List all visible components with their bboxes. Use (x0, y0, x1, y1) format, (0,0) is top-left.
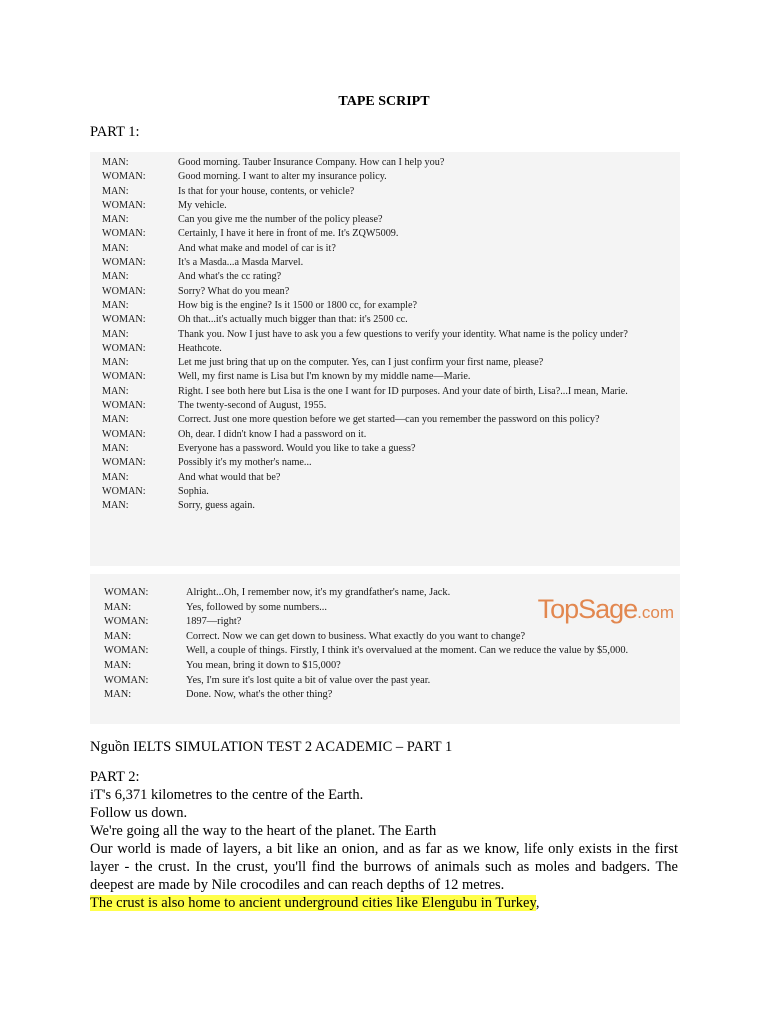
dialogue-row (104, 688, 640, 703)
dialogue-text: Well, my first name is Lisa but I'm known by my middle name—Marie. (178, 371, 471, 383)
dialogue-row (102, 385, 640, 399)
dialogue-text: Can you give me the number of the policy please? (178, 214, 383, 226)
dialogue-text: Correct. Just one more question before we get started—can you remember the password on this policy? (178, 414, 600, 426)
dialogue-row (104, 615, 640, 630)
speaker-label: WOMAN: (102, 199, 146, 211)
dialogue-text: How big is the engine? Is it 1500 or 1800 cc, for example? (178, 299, 418, 311)
speaker-label: WOMAN: (104, 587, 149, 598)
dialogue-text: Let me just bring that up on the computer. Yes, can I just confirm your first name, please? (178, 357, 544, 369)
highlighted-line (90, 894, 678, 912)
dialogue-text: And what make and model of car is it? (178, 242, 336, 254)
speaker-label: MAN: (104, 601, 132, 613)
speaker-label: MAN: (102, 357, 129, 369)
speaker-label: WOMAN: (102, 485, 146, 497)
dialogue-text: Thank you. Now I just have to ask you a few questions to verify your identity. What name is the policy under? (178, 328, 628, 340)
dialogue-text: Right. I see both here but Lisa is the one I want for ID purposes. And your date of birth, Lisa?...I mean, Marie. (178, 385, 628, 397)
dialogue-text: My vehicle. (178, 199, 227, 211)
dialogue-row (102, 256, 640, 270)
speaker-label: MAN: (102, 242, 129, 254)
speaker-label: WOMAN: (102, 400, 146, 412)
speaker-label: MAN: (102, 385, 129, 397)
dialogue-row (104, 630, 640, 645)
dialogue-text: Correct. Now we can get down to business. What exactly do you want to change? (186, 630, 526, 642)
speaker-label: WOMAN: (104, 616, 149, 628)
dialogue-row (102, 499, 640, 513)
speaker-label: MAN: (104, 630, 132, 642)
highlighted-text: The crust is also home to ancient underground cities like Elengubu in Turkey (90, 895, 536, 911)
dialogue-text: You mean, bring it down to $15,000? (186, 659, 341, 671)
part2-line: iT's 6,371 kilometres to the centre of the Earth. (90, 787, 364, 803)
speaker-label: WOMAN: (102, 371, 146, 383)
dialogue-row (102, 442, 640, 456)
dialogue-row (102, 242, 640, 256)
speaker-label: MAN: (102, 185, 129, 197)
part2-section (90, 768, 678, 912)
speaker-label: WOMAN: (102, 457, 146, 469)
dialogue-block-2 (104, 586, 640, 703)
dialogue-text: Yes, I'm sure it's lost quite a bit of value over the past year. (186, 674, 431, 686)
speaker-label: MAN: (102, 214, 129, 226)
dialogue-text: Is that for your house, contents, or vehicle? (178, 185, 355, 197)
dialogue-text: Sophia. (178, 485, 209, 497)
dialogue-row (102, 399, 640, 413)
speaker-label: MAN: (104, 659, 132, 671)
speaker-label: WOMAN: (104, 645, 149, 657)
part2-line: Follow us down. (90, 805, 188, 821)
dialogue-row (104, 674, 640, 689)
dialogue-block-1 (102, 156, 640, 513)
dialogue-text: 1897—right? (186, 616, 242, 628)
part2-paragraph: Our world is made of layers, a bit like an onion, and as far as we know, life only exists in the first layer - the crust. In the crust, you'll find the burrows of animals such as moles and badgers. The deepest are made by Nile crocodiles and can reach depths of 12 metres. (90, 841, 678, 893)
watermark-main: TopSage (537, 594, 638, 624)
speaker-label: WOMAN: (102, 342, 146, 354)
dialogue-row (102, 413, 640, 427)
speaker-label: WOMAN: (104, 674, 149, 686)
dialogue-row (102, 199, 640, 213)
speaker-label: WOMAN: (102, 171, 146, 183)
dialogue-text: Everyone has a password. Would you like to take a guess? (178, 442, 416, 454)
dialogue-text: Well, a couple of things. Firstly, I think it's overvalued at the moment. Can we reduce the value by $5,000. (186, 645, 629, 657)
speaker-label: MAN: (102, 414, 129, 426)
dialogue-text: Good morning. Tauber Insurance Company. How can I help you? (178, 157, 445, 168)
speaker-label: WOMAN: (102, 257, 146, 269)
dialogue-text: Yes, followed by some numbers... (186, 601, 327, 613)
dialogue-row (102, 156, 640, 170)
speaker-label: MAN: (102, 271, 129, 283)
dialogue-text: And what's the cc rating? (178, 271, 282, 283)
dialogue-row (102, 342, 640, 356)
dialogue-row (102, 328, 640, 342)
dialogue-row (102, 471, 640, 485)
part2-line: We're going all the way to the heart of the planet. The Earth (90, 823, 437, 839)
speaker-label: MAN: (102, 299, 129, 311)
dialogue-scan-2 (90, 574, 680, 724)
dialogue-row (104, 644, 640, 659)
dialogue-text: The twenty-second of August, 1955. (178, 400, 327, 412)
dialogue-row (102, 299, 640, 313)
speaker-label: WOMAN: (102, 428, 146, 440)
dialogue-row (102, 456, 640, 470)
dialogue-text: Alright...Oh, I remember now, it's my grandfather's name, Jack. (186, 587, 451, 598)
dialogue-text: Certainly, I have it here in front of me. It's ZQW5009. (178, 228, 399, 240)
dialogue-row (102, 213, 640, 227)
speaker-label: MAN: (102, 157, 129, 168)
dialogue-scan-1 (90, 152, 680, 566)
dialogue-text: Good morning. I want to alter my insurance policy. (178, 171, 387, 183)
dialogue-row (104, 659, 640, 674)
speaker-label: WOMAN: (102, 285, 146, 297)
dialogue-row (102, 356, 640, 370)
dialogue-row (104, 601, 640, 616)
dialogue-row (102, 313, 640, 327)
dialogue-row (102, 370, 640, 384)
dialogue-text: Heathcote. (178, 342, 222, 354)
watermark-suffix: .com (637, 603, 674, 622)
dialogue-text: Oh, dear. I didn't know I had a password on it. (178, 428, 367, 440)
page-title: TAPE SCRIPT (338, 94, 430, 109)
speaker-label: MAN: (102, 471, 129, 483)
speaker-label: MAN: (102, 500, 129, 512)
dialogue-row (102, 270, 640, 284)
trailing-comma: , (535, 895, 540, 911)
dialogue-text: Possibly it's my mother's name... (178, 457, 312, 469)
dialogue-row (104, 586, 640, 601)
speaker-label: MAN: (102, 442, 129, 454)
part1-heading: PART 1: (90, 124, 140, 140)
source-line: Nguồn IELTS SIMULATION TEST 2 ACADEMIC – PART 1 (90, 739, 453, 755)
dialogue-text: Done. Now, what's the other thing? (186, 689, 333, 701)
speaker-label: WOMAN: (102, 314, 146, 326)
dialogue-row (102, 485, 640, 499)
dialogue-text: It's a Masda...a Masda Marvel. (178, 257, 304, 269)
dialogue-text: Sorry, guess again. (178, 500, 255, 512)
dialogue-text: Sorry? What do you mean? (178, 285, 290, 297)
dialogue-text: Oh that...it's actually much bigger than that: it's 2500 cc. (178, 314, 408, 326)
dialogue-row (102, 185, 640, 199)
speaker-label: MAN: (102, 328, 129, 340)
dialogue-text: And what would that be? (178, 471, 281, 483)
dialogue-row (102, 170, 640, 184)
dialogue-row (102, 227, 640, 241)
speaker-label: MAN: (104, 689, 132, 701)
dialogue-row (102, 428, 640, 442)
speaker-label: WOMAN: (102, 228, 146, 240)
dialogue-row (102, 285, 640, 299)
part2-heading: PART 2: (90, 769, 140, 785)
